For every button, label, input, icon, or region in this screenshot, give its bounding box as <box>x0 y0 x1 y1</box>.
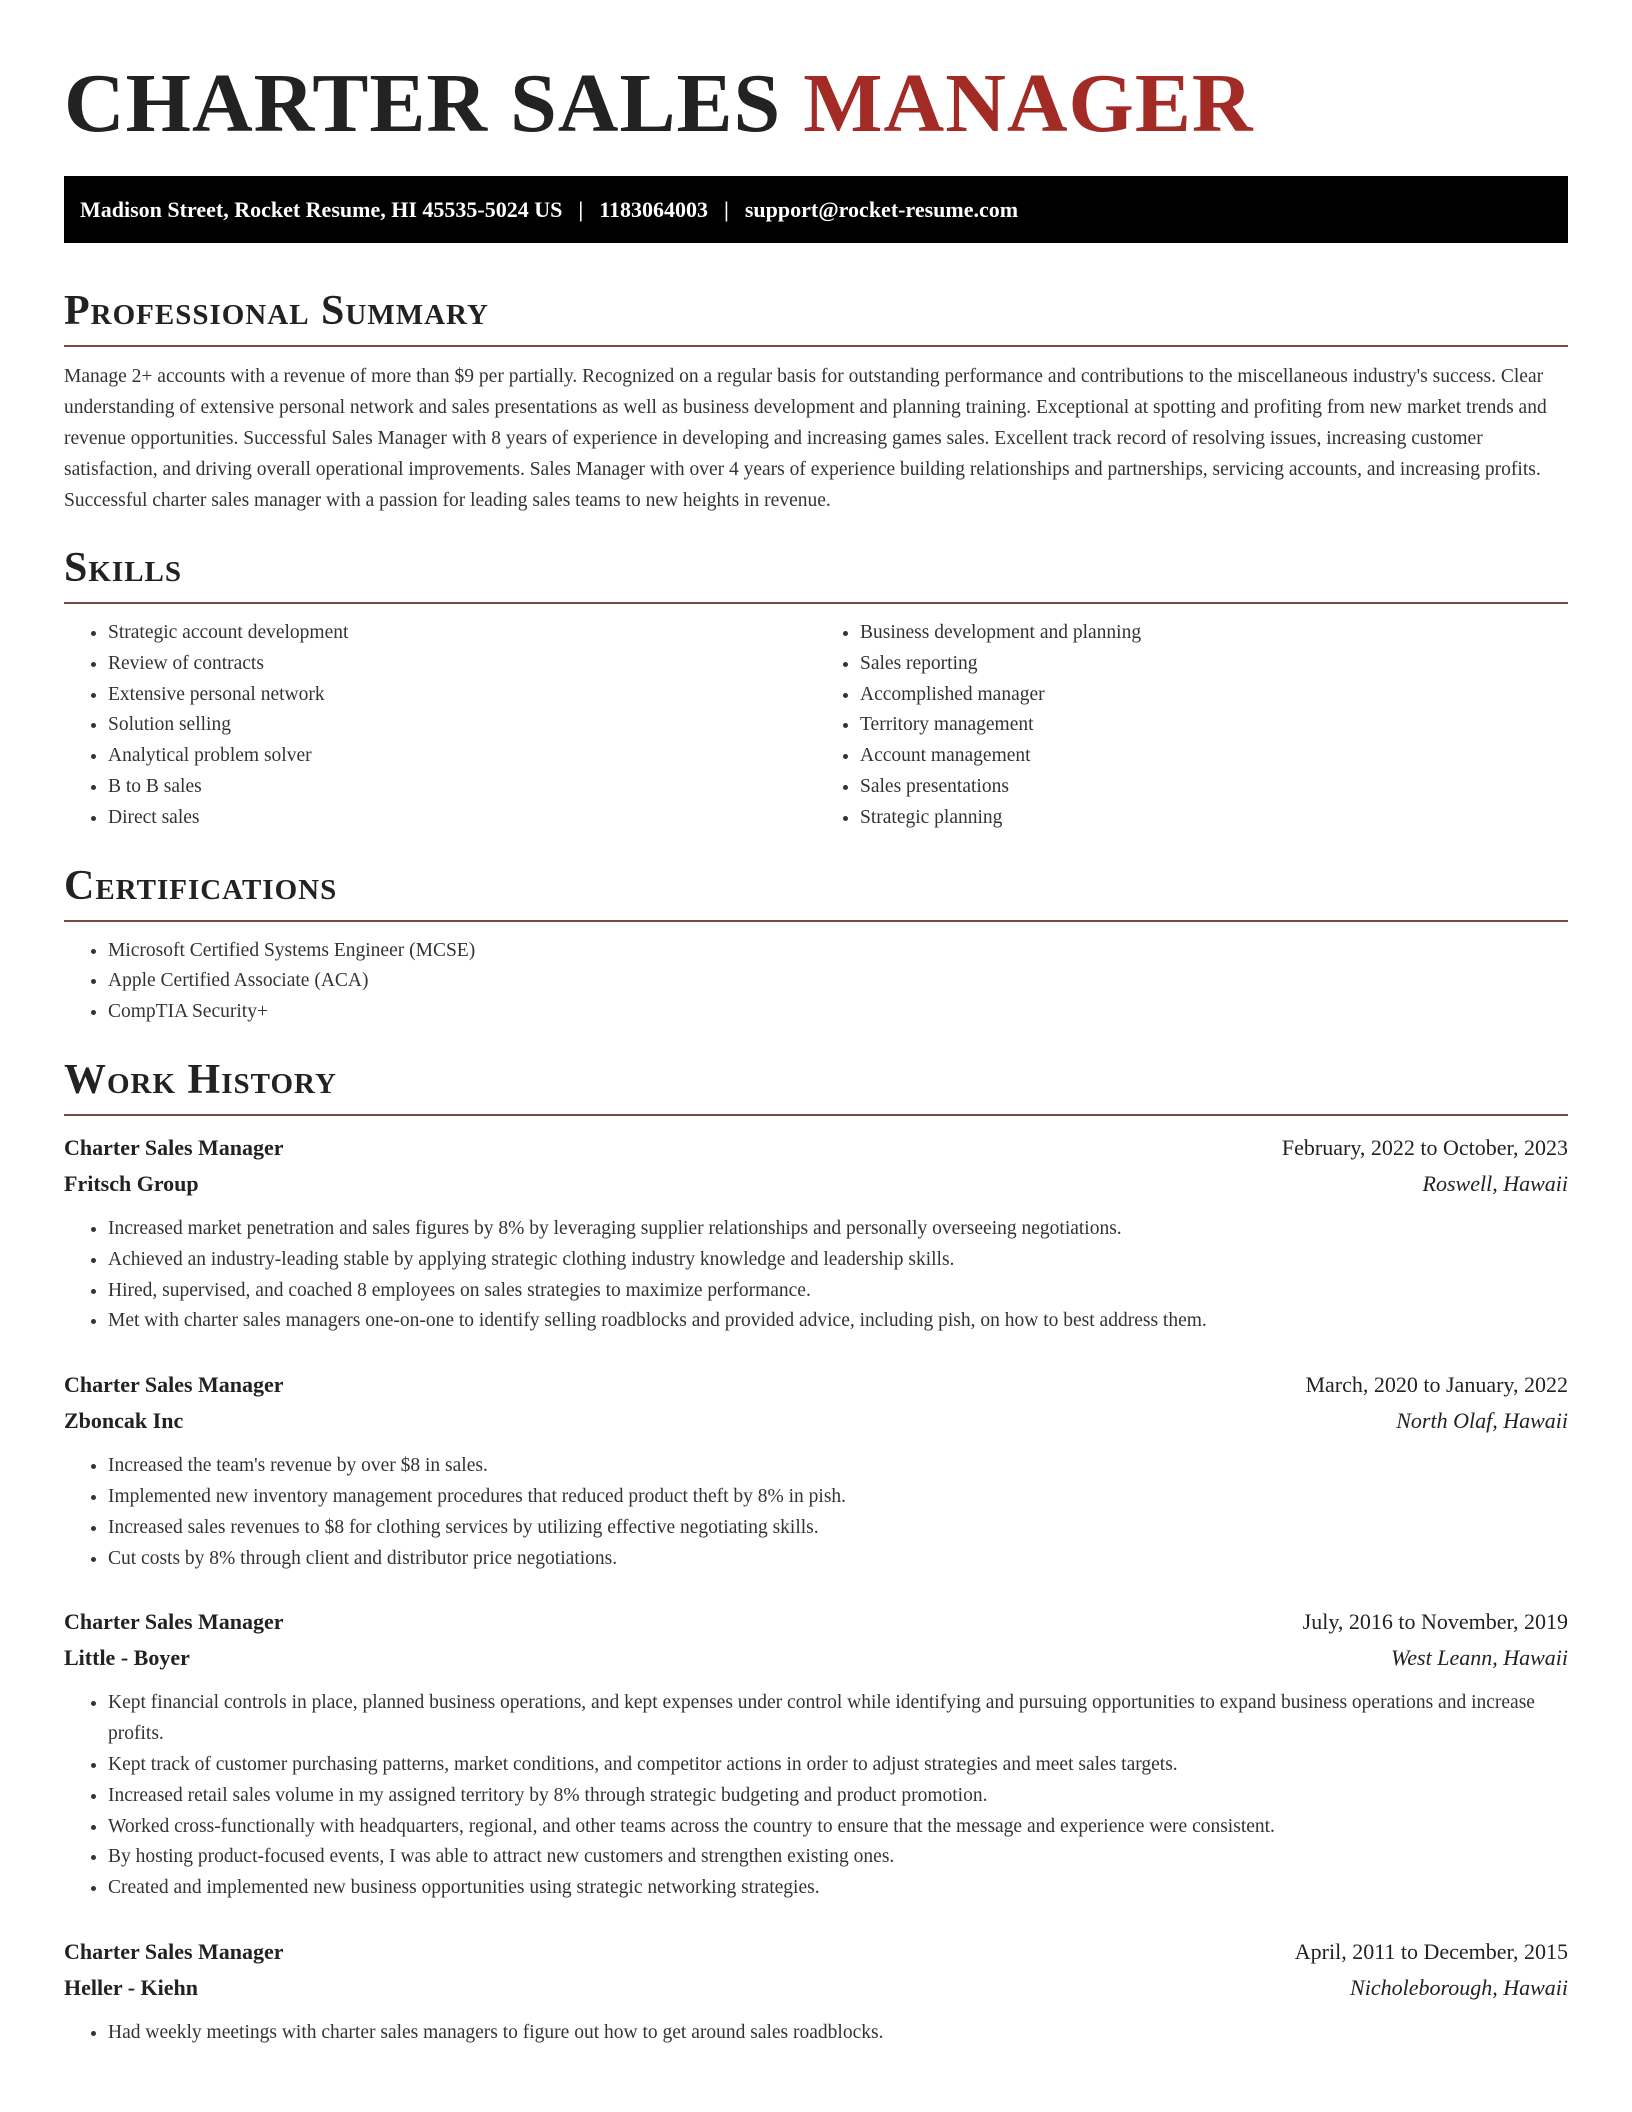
summary-heading: Professional Summary <box>64 288 489 334</box>
job-bullet: • Cut costs by 8% through client and distributor price negotiations. <box>108 1544 1568 1575</box>
job-entry <box>64 1130 1568 1337</box>
job-bullet: • Achieved an industry-leading stable by applying strategic clothing industry knowledge and leadership skills. <box>108 1245 1568 1276</box>
job-company-row <box>64 1970 1568 2006</box>
job-bullet: • By hosting product-focused events, I was able to attract new customers and strengthen existing ones. <box>108 1842 1568 1873</box>
skill-item: • Extensive personal network <box>108 680 816 711</box>
job-bullet: • Kept financial controls in place, planned business operations, and kept expenses under control while identifying and pursuing opportunities to expand business operations and increase profits. <box>108 1688 1568 1750</box>
work-history-heading: Work History <box>64 1056 337 1103</box>
job-location: North Olaf, Hawaii <box>1396 1408 1568 1434</box>
section-divider <box>64 602 1568 604</box>
job-bullet: • Increased retail sales volume in my assigned territory by 8% through strategic budgeting and product promotion. <box>108 1781 1568 1812</box>
certification-item: • CompTIA Security+ <box>108 997 1568 1028</box>
skill-item: • Analytical problem solver <box>108 741 816 772</box>
skill-item: • B to B sales <box>108 772 816 803</box>
job-dates: March, 2020 to January, 2022 <box>1305 1372 1568 1398</box>
job-bullet: • Increased the team's revenue by over $8 in sales. <box>108 1451 1568 1482</box>
name-accent: MANAGER <box>803 57 1254 150</box>
job-entry <box>64 1367 1568 1574</box>
job-bullet: • Increased sales revenues to $8 for clothing services by utilizing effective negotiating skills. <box>108 1513 1568 1544</box>
job-bullets <box>64 1451 1568 1574</box>
certifications-heading: Certifications <box>64 862 338 909</box>
contact-bar <box>64 176 1568 243</box>
job-bullets <box>64 1688 1568 1904</box>
contact-phone: 1183064003 <box>599 196 708 222</box>
job-bullet: • Hired, supervised, and coached 8 employees on sales strategies to maximize performance. <box>108 1276 1568 1307</box>
job-title: Charter Sales Manager <box>64 1372 284 1398</box>
job-dates: February, 2022 to October, 2023 <box>1281 1134 1568 1160</box>
summary-text: Manage 2+ accounts with a revenue of more than $9 per partially. Recognized on a regular basis for outstanding performance and contributions to the miscellaneous industry's success. Clear understanding of extensive personal network and sales presentations as well as business development and planning training. Exceptional at spotting and profiting from new market trends and revenue opportunities. Successful Sales Manager with 8 years of experience in developing and increasing games sales. Excellent track record of resolving issues, increasing customer satisfaction, and driving overall operational improvements. Sales Manager with over 4 years of experience building relationships and partnerships, servicing accounts, and increasing profits. Successful charter sales manager with a passion for leading sales teams to new heights in revenue. <box>64 366 1547 511</box>
skill-item: • Business development and planning <box>860 618 1568 649</box>
skill-item: • Strategic planning <box>860 803 1568 834</box>
certification-item: • Microsoft Certified Systems Engineer (MCSE) <box>108 936 1568 967</box>
skill-item: • Review of contracts <box>108 649 816 680</box>
job-header-row <box>64 1367 1568 1403</box>
job-company: Heller - Kiehn <box>64 1974 199 2000</box>
job-bullet: • Had weekly meetings with charter sales managers to figure out how to get around sales roadblocks. <box>108 2018 1568 2049</box>
job-bullet: • Created and implemented new business opportunities using strategic networking strategies. <box>108 1873 1568 1904</box>
skills-grid <box>64 618 1568 834</box>
summary-section <box>64 287 1568 516</box>
skill-item: • Sales presentations <box>860 772 1568 803</box>
job-header-row <box>64 1604 1568 1640</box>
job-header-row <box>64 1934 1568 1970</box>
job-dates: July, 2016 to November, 2019 <box>1302 1609 1568 1635</box>
section-divider <box>64 345 1568 347</box>
contact-address: Madison Street, Rocket Resume, HI 45535-5024 US <box>80 196 563 222</box>
section-divider <box>64 920 1568 922</box>
skill-item: • Account management <box>860 741 1568 772</box>
job-company: Zboncak Inc <box>64 1408 184 1434</box>
certification-item: • Apple Certified Associate (ACA) <box>108 966 1568 997</box>
job-location: Nicholeborough, Hawaii <box>1350 1974 1568 2000</box>
job-company: Little - Boyer <box>64 1645 190 1671</box>
job-entry <box>64 1934 1568 2049</box>
skills-list-left <box>64 618 816 834</box>
job-company-row <box>64 1403 1568 1439</box>
certifications-section <box>64 862 1568 1028</box>
job-company-row <box>64 1640 1568 1676</box>
skill-item: • Strategic account development <box>108 618 816 649</box>
contact-email: support@rocket-resume.com <box>744 196 1019 222</box>
job-bullets <box>64 2018 1568 2049</box>
job-location: Roswell, Hawaii <box>1422 1170 1568 1196</box>
job-bullet: • Worked cross-functionally with headquarters, regional, and other teams across the country to ensure that the message and experience were consistent. <box>108 1812 1568 1843</box>
job-bullet: • Implemented new inventory management procedures that reduced product theft by 8% in pish. <box>108 1482 1568 1513</box>
skills-section <box>64 544 1568 834</box>
skills-column-left <box>64 618 816 834</box>
job-bullets <box>64 1214 1568 1337</box>
work-history-section <box>64 1056 1568 2049</box>
job-header-row <box>64 1130 1568 1166</box>
contact-separator: | <box>724 196 729 222</box>
certifications-list <box>64 936 1568 1028</box>
contact-separator: | <box>578 196 584 222</box>
skills-heading: Skills <box>64 545 183 591</box>
job-dates: April, 2011 to December, 2015 <box>1294 1938 1568 1964</box>
job-company-row <box>64 1166 1568 1202</box>
section-divider <box>64 1114 1568 1116</box>
job-bullet: • Kept track of customer purchasing patterns, market conditions, and competitor actions in order to adjust strategies and meet sales targets. <box>108 1750 1568 1781</box>
job-company: Fritsch Group <box>64 1170 199 1196</box>
name-first: CHARTER SALES <box>64 57 782 150</box>
skill-item: • Sales reporting <box>860 649 1568 680</box>
job-title: Charter Sales Manager <box>64 1609 284 1635</box>
skill-item: • Accomplished manager <box>860 680 1568 711</box>
skill-item: • Solution selling <box>108 710 816 741</box>
job-entry <box>64 1604 1568 1904</box>
job-location: West Leann, Hawaii <box>1390 1645 1568 1671</box>
skill-item: • Territory management <box>860 710 1568 741</box>
job-title: Charter Sales Manager <box>64 1134 284 1160</box>
skills-column-right <box>816 618 1568 834</box>
skills-list-right <box>816 618 1568 834</box>
job-bullet: • Met with charter sales managers one-on-one to identify selling roadblocks and provided advice, including pish, on how to best address them. <box>108 1306 1568 1337</box>
resume-name <box>64 0 1568 176</box>
skill-item: • Direct sales <box>108 803 816 834</box>
job-title: Charter Sales Manager <box>64 1938 284 1964</box>
job-bullet: • Increased market penetration and sales figures by 8% by leveraging supplier relationships and personally overseeing negotiations. <box>108 1214 1568 1245</box>
